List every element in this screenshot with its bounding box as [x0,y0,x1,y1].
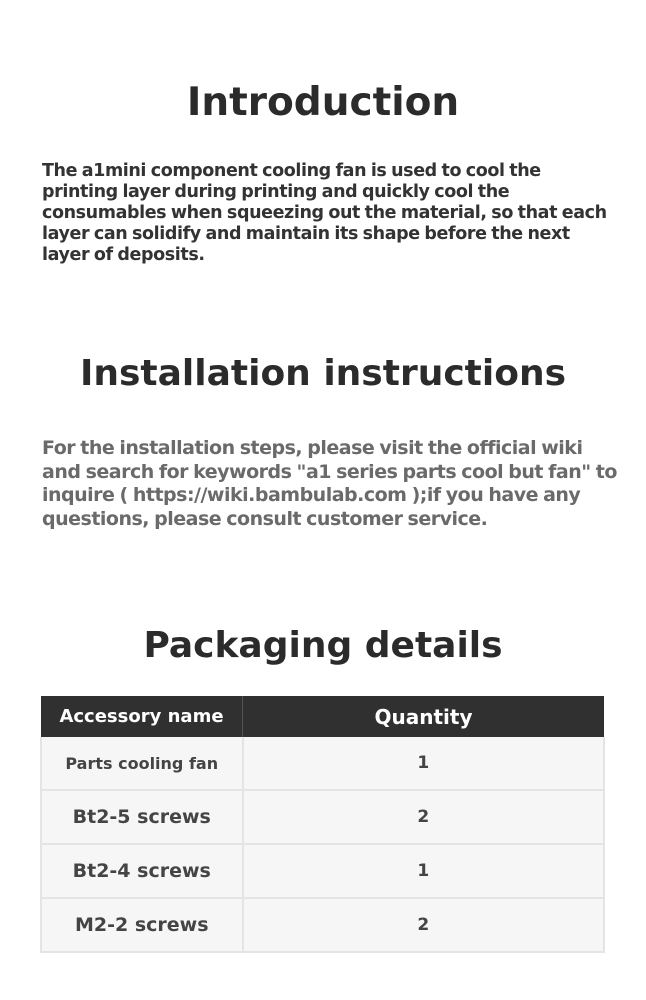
table-row [41,790,604,844]
packaging-heading: Packaging details [143,625,503,666]
accessory-name-cell: Parts cooling fan [41,737,243,790]
column-header-accessory-name: Accessory name [41,696,243,737]
table-row [41,844,604,898]
quantity-cell: 1 [243,737,605,790]
quantity-cell: 1 [243,844,605,898]
installation-paragraph: For the installation steps, please visit the official wiki and search for keywords "a1 series parts cool but fan" to inquire ( https://wiki.bambulab.com );if you have any questions, please consult customer service. [42,437,617,530]
quantity-cell: 2 [243,898,605,952]
packaging-table [40,696,605,953]
introduction-paragraph: The a1mini component cooling fan is used to cool the printing layer during printing and quickly cool the consumables when squeezing out the material, so that each layer can solidify and maintain its shape before the next layer of deposits. [42,161,607,265]
accessory-name-cell: Bt2-5 screws [41,790,243,844]
installation-heading: Installation instructions [79,353,567,394]
table-row [41,898,604,952]
accessory-name-cell: Bt2-4 screws [41,844,243,898]
table-header-row [41,696,604,737]
introduction-heading: Introduction [186,80,460,125]
column-header-quantity: Quantity [243,696,605,737]
quantity-cell: 2 [243,790,605,844]
table-row [41,737,604,790]
accessory-name-cell: M2-2 screws [41,898,243,952]
